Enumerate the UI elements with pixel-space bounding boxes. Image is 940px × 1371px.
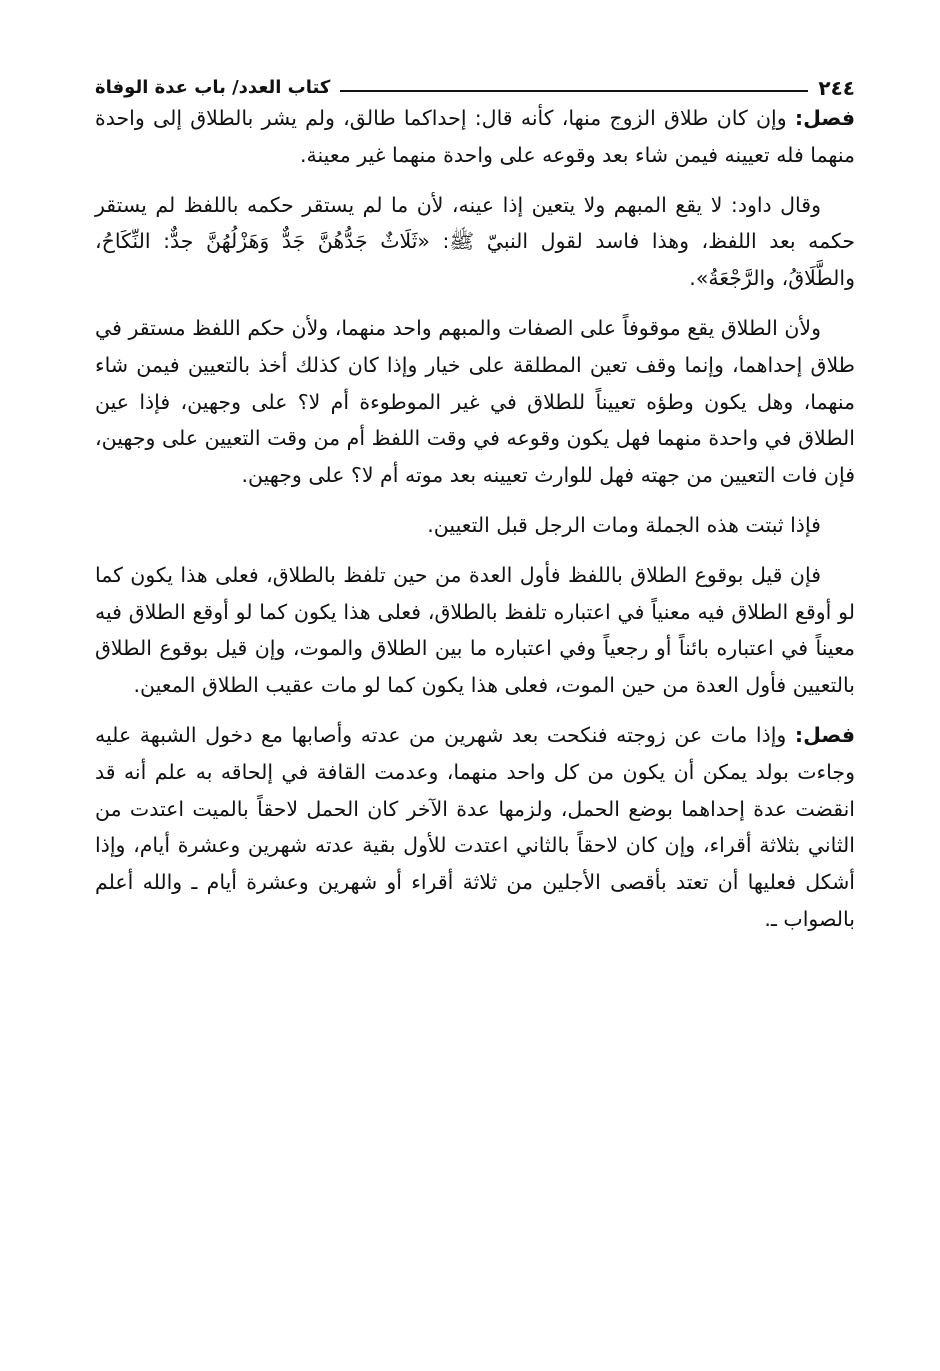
header-rule	[340, 90, 808, 92]
section-lead: فصل:	[794, 722, 855, 747]
running-title: كتاب العدد/ باب عدة الوفاة	[95, 77, 331, 98]
paragraph-text: وإذا مات عن زوجته فنكحت بعد شهرين من عدته وأصابها مع دخول الشبهة عليه وجاءت بولد يمكن أن يكون من كل واحد منهما، وعدمت القافة في إلحاقه به علم أنه قد انقضت عدة إحداهما بوضع الحمل، ولزمها عدة الآخر كان الحمل لاحقاً بالميت اعتدت من الثاني بثلاثة أقراء، وإن كان لاحقاً بالثاني اعتدت للأول بقية عدته شهرين وعشرة أيام، وإذا أشكل فعليها أن تعتد بأقصى الأجلين من ثلاثة أقراء أو شهرين وعشرة أيام ـ والله أعلم بالصواب ـ.	[95, 722, 855, 931]
paragraph-text: وإن كان طلاق الزوج منها، كأنه قال: إحداكما طالق، ولم يشر بالطلاق إلى واحدة منهما فله تعيينه فيمن شاء بعد وقوعه على واحدة منهما غير معينة.	[95, 106, 855, 167]
body-text	[95, 100, 855, 951]
paragraph-suspended-divorce	[95, 310, 855, 494]
section-lead: فصل:	[794, 106, 855, 130]
paragraph-death-before-designation	[95, 507, 855, 544]
paragraph-text: ولأن الطلاق يقع موقوفاً على الصفات والمبهم واحد منهما، ولأن حكم اللفظ مستقر في طلاق إحداهما، وإنما وقف تعين المطلقة على خيار وإذا كان كذلك أخذ بالتعيين فيمن شاء منهما، وهل يكون وطؤه تعييناً للطلاق في غير الموطوءة أم لا؟ على وجهين، فإذا عين الطلاق في واحدة منهما فهل يكون وقوعه في وقت اللفظ أم من وقت التعيين على وجهين، فإن فات التعيين من جهته فهل للوارث تعيينه بعد موته أم لا؟ على وجهين.	[95, 315, 855, 488]
paragraph-fasl-1	[95, 100, 855, 174]
paragraph-text: فإذا ثبتت هذه الجملة ومات الرجل قبل التعيين.	[427, 512, 821, 537]
paragraph-text: وقال داود: لا يقع المبهم ولا يتعين إذا عينه، لأن ما لم يستقر حكمه باللفظ لم يستقر حكمه بعد اللفظ، وهذا فاسد لقول النبيّ ﷺ: «ثَلَاثٌ جَدُّهُنَّ جَدٌّ وَهَزْلُهُنَّ جدٌّ: النِّكَاحُ، والطَّلَاقُ، والرَّجْعَةُ».	[95, 192, 855, 291]
running-header	[95, 60, 855, 100]
paragraph-dawud	[95, 187, 855, 297]
paragraph-start-of-iddah	[95, 557, 855, 704]
paragraph-text: فإن قيل بوقوع الطلاق باللفظ فأول العدة من حين تلفظ بالطلاق، فعلى هذا يكون كما لو أوقع الطلاق فيه معنياً في اعتباره تلفظ بالطلاق، فعلى هذا يكون كما لو أوقع الطلاق فيه معيناً في اعتباره بائناً أو رجعياً وفي اعتباره ما بين الطلاق والموت، وإن قيل بوقوع الطلاق بالتعيين فأول العدة من حين الموت، فعلى هذا يكون كما لو مات عقيب الطلاق المعين.	[95, 562, 855, 698]
page-number: ٢٤٤	[818, 76, 855, 100]
paragraph-fasl-2	[95, 717, 855, 938]
